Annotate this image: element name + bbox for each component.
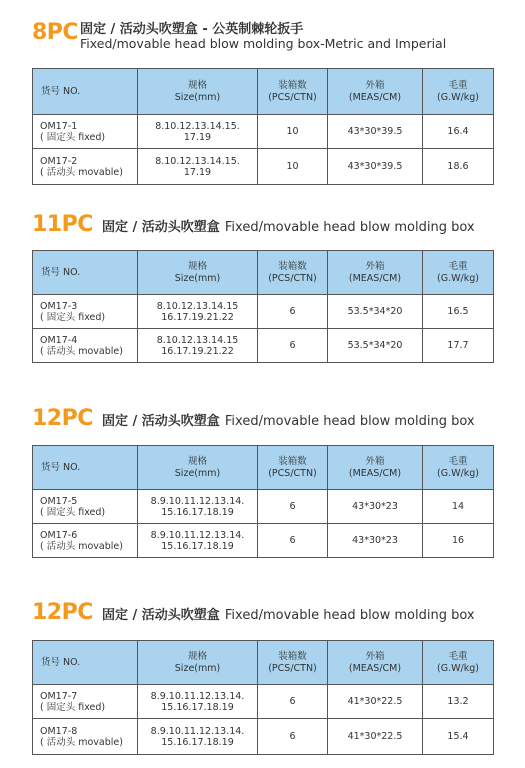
header-weight-en: (G.W/kg) (437, 272, 479, 284)
section-heading (32, 212, 475, 237)
item-code: OM17-1 (40, 120, 78, 132)
item-code: OM17-4 (40, 334, 78, 346)
size-line-1: 8.10.12.13.14.15 (156, 334, 239, 346)
cell-meas: 43*30*39.5 (328, 115, 423, 149)
header-size (138, 251, 258, 295)
size-line-2: 16.17.19.21.22 (161, 345, 234, 357)
cell-no (33, 719, 138, 755)
cell-no (33, 149, 138, 185)
item-type: ( 活动头 movable) (40, 166, 123, 178)
cell-pcs: 10 (258, 149, 328, 185)
item-type: ( 固定头 fixed) (40, 506, 106, 518)
size-line-1: 8.9.10.11.12.13.14. (150, 529, 245, 541)
size-line-2: 17.19 (183, 131, 212, 143)
cell-size (138, 685, 258, 719)
header-weight-en: (G.W/kg) (437, 91, 479, 103)
header-meas (328, 446, 423, 490)
spec-table (32, 68, 494, 185)
item-type: ( 活动头 movable) (40, 540, 123, 552)
header-pcs-en: (PCS/CTN) (268, 272, 317, 284)
table-row (33, 490, 494, 524)
cell-weight: 18.6 (423, 149, 494, 185)
header-size-cn: 规格 (187, 260, 207, 272)
table-header-row (33, 446, 494, 490)
pc-count: 11PC (32, 212, 93, 237)
cell-size (138, 719, 258, 755)
cell-pcs: 6 (258, 490, 328, 524)
header-meas-en: (MEAS/CM) (348, 467, 402, 479)
size-line-2: 16.17.19.21.22 (161, 311, 234, 323)
header-pcs (258, 446, 328, 490)
header-no: 货号 NO. (33, 251, 138, 295)
header-meas-cn: 外箱 (365, 79, 385, 91)
header-pcs-cn: 装箱数 (278, 650, 307, 662)
header-meas (328, 641, 423, 685)
item-type: ( 活动头 movable) (40, 736, 123, 748)
item-code: OM17-6 (40, 529, 78, 541)
pc-count: 8PC (32, 20, 79, 45)
size-line-1: 8.10.12.13.14.15 (156, 300, 239, 312)
cell-pcs: 6 (258, 295, 328, 329)
cell-size (138, 490, 258, 524)
cell-size (138, 295, 258, 329)
item-code: OM17-8 (40, 725, 78, 737)
header-weight-cn: 毛重 (448, 455, 468, 467)
header-size-cn: 规格 (187, 79, 207, 91)
header-weight (423, 69, 494, 115)
table-row (33, 329, 494, 363)
size-line-2: 17.19 (183, 166, 212, 178)
header-weight (423, 251, 494, 295)
table-row (33, 115, 494, 149)
header-pcs (258, 69, 328, 115)
size-line-1: 8.9.10.11.12.13.14. (150, 495, 245, 507)
header-meas-en: (MEAS/CM) (348, 91, 402, 103)
cell-no (33, 329, 138, 363)
cell-size (138, 115, 258, 149)
section-title-cn: 固定 / 活动头吹塑盒 (101, 414, 220, 429)
cell-meas: 41*30*22.5 (328, 719, 423, 755)
cell-meas: 43*30*23 (328, 524, 423, 558)
pc-count: 12PC (32, 600, 93, 625)
section-title-cn: 固定 / 活动头吹塑盒 (101, 220, 220, 235)
cell-weight: 16.4 (423, 115, 494, 149)
item-type: ( 活动头 movable) (40, 345, 123, 357)
table-row (33, 719, 494, 755)
cell-meas: 43*30*23 (328, 490, 423, 524)
header-size (138, 641, 258, 685)
section-title-en: Fixed/movable head blow molding box-Metric and Imperial (80, 36, 447, 51)
cell-weight: 17.7 (423, 329, 494, 363)
cell-weight: 13.2 (423, 685, 494, 719)
item-type: ( 固定头 fixed) (40, 701, 106, 713)
cell-meas: 53.5*34*20 (328, 329, 423, 363)
item-code: OM17-5 (40, 495, 78, 507)
header-size (138, 446, 258, 490)
cell-pcs: 6 (258, 719, 328, 755)
header-size-en: Size(mm) (174, 662, 221, 674)
header-meas (328, 251, 423, 295)
cell-meas: 53.5*34*20 (328, 295, 423, 329)
item-type: ( 固定头 fixed) (40, 131, 106, 143)
size-line-1: 8.9.10.11.12.13.14. (150, 725, 245, 737)
header-meas (328, 69, 423, 115)
header-pcs-cn: 装箱数 (278, 455, 307, 467)
cell-size (138, 329, 258, 363)
size-line-2: 15.16.17.18.19 (161, 540, 234, 552)
section-title-en: Fixed/movable head blow molding box (224, 414, 475, 429)
pc-count: 12PC (32, 406, 93, 431)
section-title-en: Fixed/movable head blow molding box (224, 220, 475, 235)
header-pcs-en: (PCS/CTN) (268, 467, 317, 479)
header-pcs-cn: 装箱数 (278, 260, 307, 272)
header-no: 货号 NO. (33, 446, 138, 490)
item-type: ( 固定头 fixed) (40, 311, 106, 323)
table-row (33, 524, 494, 558)
cell-pcs: 6 (258, 524, 328, 558)
table-row (33, 685, 494, 719)
header-size-en: Size(mm) (174, 272, 221, 284)
header-no: 货号 NO. (33, 69, 138, 115)
header-size-cn: 规格 (187, 650, 207, 662)
header-pcs (258, 641, 328, 685)
header-meas-en: (MEAS/CM) (348, 272, 402, 284)
cell-pcs: 10 (258, 115, 328, 149)
table-header-row (33, 69, 494, 115)
header-pcs-cn: 装箱数 (278, 79, 307, 91)
header-weight-en: (G.W/kg) (437, 662, 479, 674)
size-line-1: 8.10.12.13.14.15. (155, 120, 240, 132)
table-header-row (33, 641, 494, 685)
header-meas-cn: 外箱 (365, 455, 385, 467)
size-line-2: 15.16.17.18.19 (161, 736, 234, 748)
cell-meas: 43*30*39.5 (328, 149, 423, 185)
section-title-cn: 固定 / 活动头吹塑盒 - 公英制棘轮扳手 (80, 22, 304, 37)
cell-weight: 15.4 (423, 719, 494, 755)
cell-weight: 16.5 (423, 295, 494, 329)
header-meas-cn: 外箱 (365, 260, 385, 272)
header-weight-cn: 毛重 (448, 650, 468, 662)
size-line-1: 8.9.10.11.12.13.14. (150, 690, 245, 702)
header-meas-en: (MEAS/CM) (348, 662, 402, 674)
item-code: OM17-7 (40, 690, 78, 702)
spec-table (32, 250, 494, 363)
cell-no (33, 685, 138, 719)
cell-size (138, 149, 258, 185)
section-heading (32, 600, 475, 625)
cell-pcs: 6 (258, 685, 328, 719)
cell-weight: 16 (423, 524, 494, 558)
size-line-1: 8.10.12.13.14.15. (155, 155, 240, 167)
header-weight-en: (G.W/kg) (437, 467, 479, 479)
item-code: OM17-3 (40, 300, 78, 312)
header-pcs-en: (PCS/CTN) (268, 91, 317, 103)
header-pcs (258, 251, 328, 295)
cell-meas: 41*30*22.5 (328, 685, 423, 719)
size-line-2: 15.16.17.18.19 (161, 506, 234, 518)
section-heading (32, 406, 475, 431)
header-size-en: Size(mm) (174, 91, 221, 103)
item-code: OM17-2 (40, 155, 78, 167)
header-pcs-en: (PCS/CTN) (268, 662, 317, 674)
spec-table (32, 445, 494, 558)
header-weight-cn: 毛重 (448, 260, 468, 272)
header-weight (423, 446, 494, 490)
cell-size (138, 524, 258, 558)
cell-no (33, 490, 138, 524)
cell-weight: 14 (423, 490, 494, 524)
table-row (33, 149, 494, 185)
size-line-2: 15.16.17.18.19 (161, 701, 234, 713)
table-header-row (33, 251, 494, 295)
header-size-en: Size(mm) (174, 467, 221, 479)
spec-table (32, 640, 494, 755)
header-meas-cn: 外箱 (365, 650, 385, 662)
header-size (138, 69, 258, 115)
header-no: 货号 NO. (33, 641, 138, 685)
header-weight-cn: 毛重 (448, 79, 468, 91)
section-title-cn: 固定 / 活动头吹塑盒 (101, 608, 220, 623)
cell-no (33, 115, 138, 149)
header-weight (423, 641, 494, 685)
header-size-cn: 规格 (187, 455, 207, 467)
cell-pcs: 6 (258, 329, 328, 363)
cell-no (33, 295, 138, 329)
section-title-en: Fixed/movable head blow molding box (224, 608, 475, 623)
cell-no (33, 524, 138, 558)
table-row (33, 295, 494, 329)
